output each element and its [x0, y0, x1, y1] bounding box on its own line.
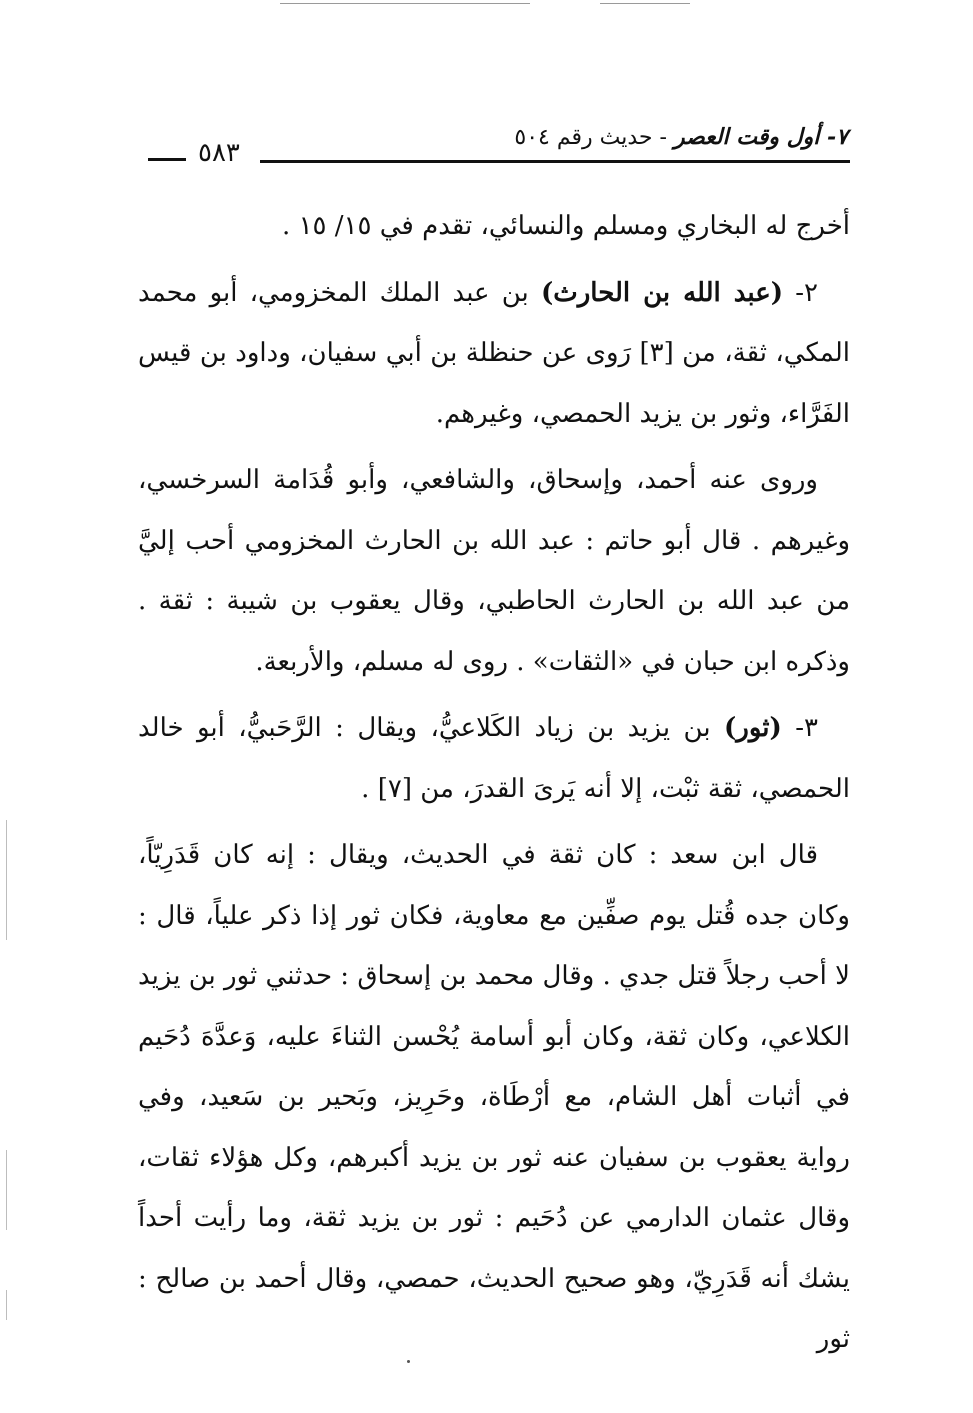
paragraph-4-number: ٣-: [781, 713, 818, 743]
paragraph-3: [138, 450, 850, 692]
left-margin-mark-lower: [6, 1150, 7, 1230]
page-body: [138, 196, 850, 1376]
paragraph-1-text: أخرج له البخاري ومسلم والنسائي، تقدم في ١٥/ ١٥ .: [282, 211, 850, 241]
paragraph-1: [138, 196, 850, 257]
top-scan-rule-right: [600, 3, 690, 4]
paragraph-4: [138, 698, 850, 819]
paragraph-2-number: ٢-: [783, 277, 818, 308]
hadith-reference: - حديث رقم ٥٠٤: [514, 125, 667, 150]
paragraph-3-text: وروى عنه أحمد، وإسحاق، والشافعي، وأبو قُدَامة السرخسي، وغيرهم . قال أبو حاتم : عبد الله بن الحارث المخزومي أحب إليَّ من عبد الله بن الحارث الحاطبي، وقال يعقوب بن شيبة : ثقة . وذكره ابن حبان في «الثقات» . روى له مسلم، والأربعة.: [138, 465, 850, 677]
header-rule: [260, 160, 850, 163]
left-margin-mark: [6, 820, 7, 940]
narrator-name-thawr: (ثور): [724, 713, 782, 743]
page-number: ٥٨٣: [198, 138, 240, 168]
paragraph-2-text: بن عبد الملك المخزومي، أبو محمد المكي، ثقة، من [٣] رَوى عن حنظلة بن أبي سفيان، وداود بن قيس الفَرَّاء، وثور بن يزيد الحمصي، وغيرهم.: [138, 277, 850, 429]
left-margin-mark-bottom: [6, 1290, 7, 1320]
paragraph-5-text: قال ابن سعد : كان ثقة في الحديث، ويقال : إنه كان قَدَرِيّاً، وكان جده قُتل يوم صفِّين مع معاوية، فكان ثور إذا ذكر علياً، قال : لا أحب رجلاً قتل جدي . وقال محمد بن إسحاق : حدثني ثور بن يزيد الكلاعي، وكان ثقة، وكان أبو أسامة يُحْسن الثناءَ عليه، وَعدَّهَ دُحَيم في أثبات أهل الشام، مع أرْطَاة، وحَرِيز، وبَحير بن سَعيد، وفي رواية يعقوب بن سفيان عنه ثور بن يزيد أكبرهم، وكل هؤلاء ثقات، وقال عثمان الدارمي عن دُحَيم : ثور بن يزيد ثقة، وما رأيت أحداً يشك أنه قَدَرِيّ، وهو صحيح الحديث، حمصي، وقال أحمد بن صالح : ثور: [138, 840, 850, 1354]
paragraph-2: [138, 263, 850, 445]
chapter-title: ٧- أول وقت العصر: [673, 124, 848, 150]
narrator-name-abdullah: (عبد الله بن الحارث): [540, 277, 784, 308]
paragraph-4-text: بن يزيد بن زياد الكَلاعيُّ، ويقال : الرَّحَبيُّ، أبو خالد الحمصي، ثقة ثبْت، إلا أنه يَرىَ القدرَ، من [٧] .: [138, 713, 850, 804]
bottom-scan-dot: [407, 1360, 410, 1363]
top-scan-rule: [280, 3, 530, 4]
page-number-dash: [148, 158, 186, 161]
running-title: [514, 124, 848, 150]
paragraph-5: [138, 825, 850, 1370]
page-header: [140, 118, 850, 178]
